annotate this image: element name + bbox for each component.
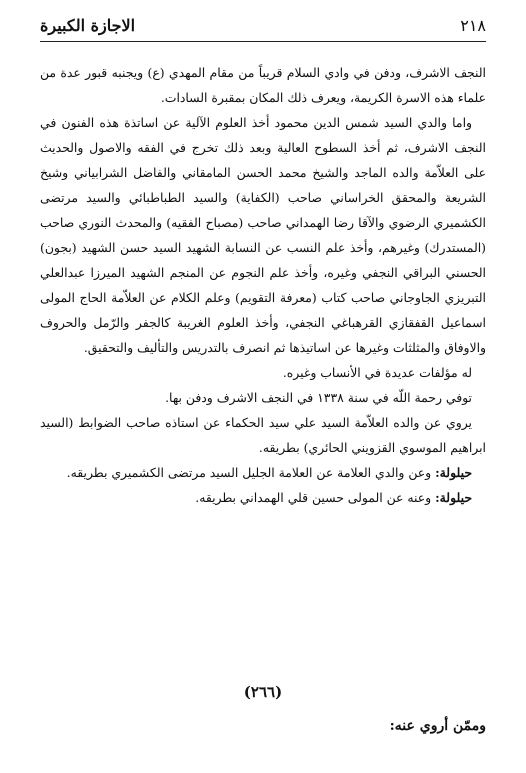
paragraph-father-studies: واما والدي السيد شمس الدين محمود أخذ العلوم الآلية عن اساتذة هذه الفنون في النجف الاشرف، ثم أخذ السطوح العالية وبعد ذلك تخرج في الفقه والاصول والحديث على العلاّمة والده الماجد والشيخ محمد الحسن المامقاني والفاضل الشرابياني وشيخ الشريعة والمحقق الخراساني صاحب (الكفاية) والسيد الطباطبائي والسيد مرتضى الكشميري الرضوي والآقا رضا الهمداني صاحب (مصباح الفقيه) والمحدث النوري صاحب (المستدرك) وغيرهم، وأخذ علم النسب عن النسابة الشهيد السيد حسن الشهيد (بجون) الحسني البراقي النجفي وغيره، وأخذ علم النجوم عن المنجم الشهيد الميرزا عبدالعلي التبريزي الجاوجاني صاحب كتاب (معرفة التقويم) وعلم الكلام عن العلاّمة الحاج المولى اسماعيل القفقازي القرهباغي النجفي، وأخذ العلوم الغريبة كالجفر والرّمل والحروف والاوفاق والمثلثات وغيرها عن اساتيذها ثم انصرف بالتدريس والتأليف والتحقيق. <box>40 115 486 355</box>
running-title: الاجازة الكبيرة <box>40 16 136 35</box>
section-number: (٢٦٦) <box>243 683 283 701</box>
haylula-text: وعن والدي العلامة عن العلامة الجليل السيد مرتضى الكشميري بطريقه. <box>66 465 436 480</box>
haylula-label: حيلولة: <box>435 465 472 480</box>
paragraph-burial: النجف الاشرف، ودفن في وادي السلام قريباً من مقام المهدي (ع) ويجنبه قبور عدة من علماء هذه الاسرة الكريمة، ويعرف ذلك المكان بمقبرة السادات. <box>40 65 486 105</box>
paragraph-works: له مؤلفات عديدة في الأنساب وغيره. <box>282 365 472 380</box>
footer-heading: وممّن أروي عنه: <box>389 718 486 734</box>
paragraph-haylula-1 <box>40 460 486 485</box>
haylula-text: وعنه عن المولى حسين قلي الهمداني بطريقه. <box>195 490 436 505</box>
haylula-label: حيلولة: <box>435 490 472 505</box>
paragraph-haylula-2 <box>40 485 486 510</box>
body-text <box>40 60 486 510</box>
paragraph-narration: يروي عن والده العلاّمة السيد علي سيد الحكماء عن استاذه صاحب الضوابط (السيد ابراهيم الموسوي القزويني الحائري) بطريقه. <box>40 415 486 455</box>
paragraph-death: توفي رحمة اللّه في سنة ١٣٣٨ في النجف الاشرف ودفن بها. <box>165 390 472 405</box>
page-number: ٢١٨ <box>460 16 486 35</box>
page-header <box>40 14 486 42</box>
header-rule <box>40 41 486 42</box>
